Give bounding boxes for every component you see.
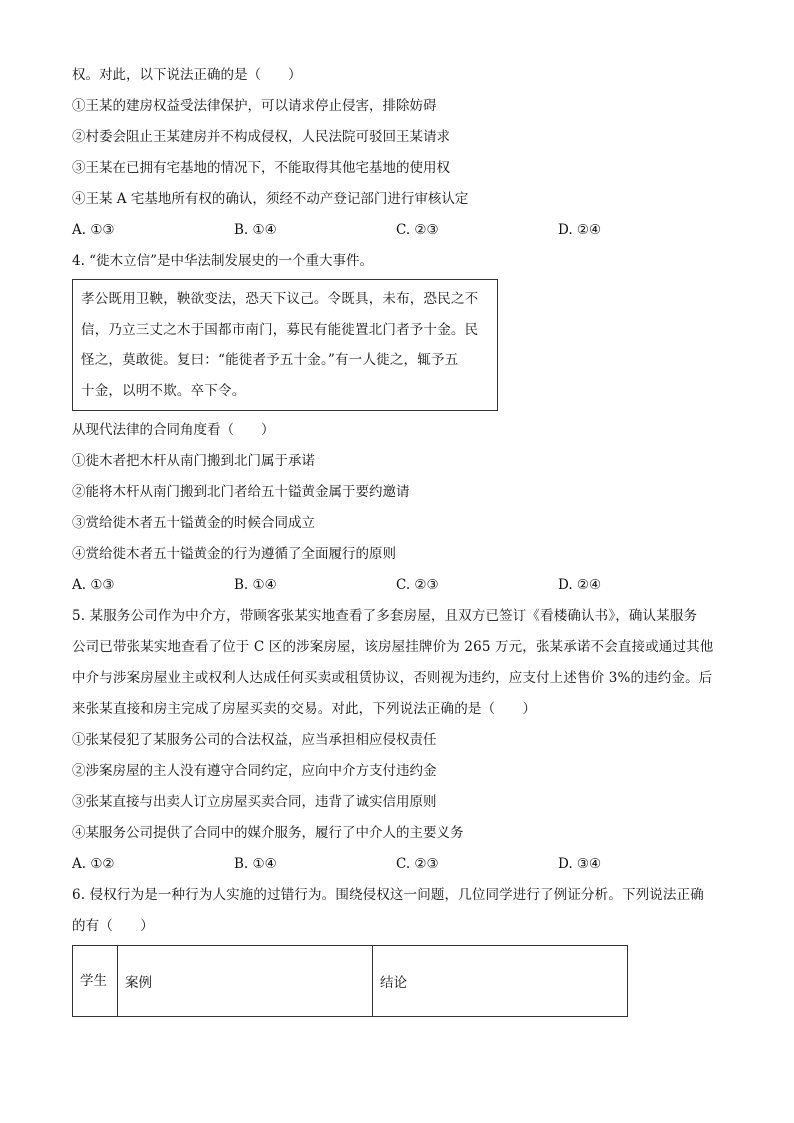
- q4-option-c: C. ②③: [396, 577, 439, 593]
- q4-statement-4: ④赏给徙木者五十镒黄金的行为遵循了全面履行的原则: [72, 546, 396, 562]
- q5-stem-line-4: 来张某直接和房主完成了房屋买卖的交易。对此，下列说法正确的是（ ）: [72, 701, 537, 717]
- q4-option-b: B. ①④: [234, 577, 277, 593]
- q4-options: [72, 570, 732, 601]
- q3-statement-4: ④王某 A 宅基地所有权的确认，须经不动产登记部门进行审核认定: [72, 191, 469, 207]
- q5-option-a: A. ①②: [72, 856, 115, 872]
- q4-option-d: D. ②④: [558, 577, 602, 593]
- q5-option-c: C. ②③: [396, 856, 439, 872]
- q5-statement-1: ①张某侵犯了某服务公司的合法权益，应当承担相应侵权责任: [72, 732, 437, 748]
- q4-statement-3: ③赏给徙木者五十镒黄金的时候合同成立: [72, 515, 315, 531]
- q4-statement-2: ②能将木杆从南门搬到北门者给五十镒黄金属于要约邀请: [72, 484, 410, 500]
- q3-statement-2: ②村委会阻止王某建房并不构成侵权，人民法院可驳回王某请求: [72, 129, 450, 145]
- q3-option-d: D. ②④: [558, 222, 602, 238]
- q3-option-c: C. ②③: [396, 222, 439, 238]
- q5-options: [72, 849, 732, 880]
- table-header-row: [73, 946, 628, 1017]
- q3-option-a: A. ①③: [72, 222, 115, 238]
- header-student: 学生: [73, 946, 118, 1017]
- q5-statement-4: ④某服务公司提供了合同中的媒介服务，履行了中介人的主要义务: [72, 825, 464, 841]
- q4-quote-line-2: 信，乃立三丈之木于国都市南门，募民有能徙置北门者予十金。民: [81, 321, 479, 338]
- q4-quote-line-3: 怪之，莫敢徙。复曰：“能徙者予五十金。”有一人徙之，辄予五: [81, 352, 459, 368]
- q4-quote-line-4: 十金，以明不欺。卒下令。: [81, 382, 246, 399]
- q5-statement-3: ③张某直接与出卖人订立房屋买卖合同，违背了诚实信用原则: [72, 794, 437, 810]
- q5-stem-line-1: 5. 某服务公司作为中介方，带顾客张某实地查看了多套房屋，且双方已签订《看楼确认书》，确认某服务: [72, 608, 698, 624]
- q3-statement-1: ①王某的建房权益受法律保护，可以请求停止侵害，排除妨碍: [72, 98, 437, 114]
- exam-page: [72, 60, 732, 1017]
- q3-stem-tail: 权。对此，以下说法正确的是（ ）: [72, 67, 302, 83]
- q5-stem-line-3: 中介与涉案房屋业主或权利人达成任何买卖或租赁协议，否则视为违约，应支付上述售价 3%的违约金。后: [72, 670, 713, 686]
- q6-table: [72, 945, 628, 1017]
- q4-statement-1: ①徙木者把木杆从南门搬到北门属于承诺: [72, 453, 315, 469]
- q4-option-a: A. ①③: [72, 577, 115, 593]
- q3-option-b: B. ①④: [234, 222, 277, 238]
- q5-option-b: B. ①④: [234, 856, 277, 872]
- q3-statement-3: ③王某在已拥有宅基地的情况下，不能取得其他宅基地的使用权: [72, 160, 450, 176]
- q5-option-d: D. ③④: [558, 856, 602, 872]
- q3-options: [72, 215, 732, 246]
- q6-stem: [72, 880, 732, 942]
- q5-stem: [72, 601, 732, 725]
- q6-stem-line-1: 6. 侵权行为是一种行为人实施的过错行为。围绕侵权这一问题，几位同学进行了例证分析。下列说法正确: [72, 887, 704, 903]
- q4-stem: 4. “徙木立信”是中华法制发展史的一个重大事件。: [72, 253, 373, 269]
- q5-statement-2: ②涉案房屋的主人没有遵守合同约定，应向中介方支付违约金: [72, 763, 437, 779]
- q4-quote-box: [72, 279, 498, 411]
- q4-question: 从现代法律的合同角度看（ ）: [72, 422, 275, 438]
- q4-quote-line-1: 孝公既用卫鞅，鞅欲变法，恐天下议己。令既具，未布，恐民之不: [81, 291, 479, 307]
- header-case: 案例: [118, 946, 373, 1017]
- q6-stem-line-2: 的有（ ）: [72, 918, 154, 934]
- q5-stem-line-2: 公司已带张某实地查看了位于 C 区的涉案房屋，该房屋挂牌价为 265 万元，张某承诺不会直接或通过其他: [72, 639, 714, 655]
- header-conclusion: 结论: [373, 946, 628, 1017]
